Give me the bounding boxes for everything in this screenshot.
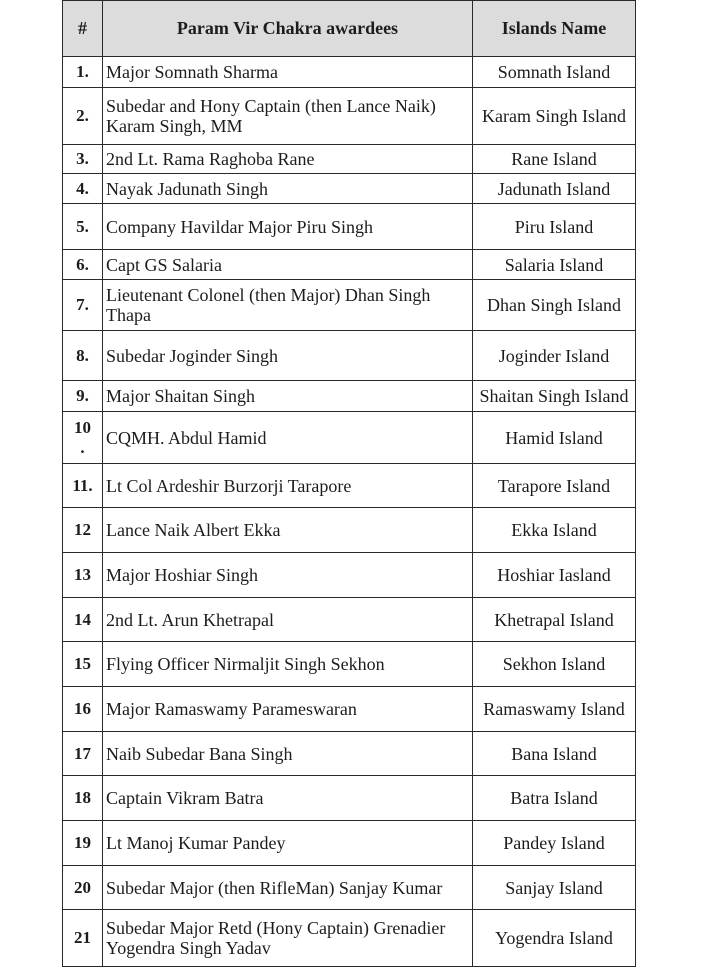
- awardee-name: Major Ramaswamy Parameswaran: [103, 687, 473, 732]
- row-number: 19: [63, 821, 103, 866]
- table-row: [63, 280, 636, 331]
- row-number: 1.: [63, 57, 103, 88]
- island-name: Khetrapal Island: [473, 598, 636, 642]
- table-row: [63, 553, 636, 598]
- awardee-name: Subedar Major (then RifleMan) Sanjay Kumar: [103, 866, 473, 910]
- row-number: 2.: [63, 88, 103, 145]
- awardee-name: Nayak Jadunath Singh: [103, 174, 473, 204]
- row-number: 7.: [63, 280, 103, 331]
- table-row: [63, 331, 636, 381]
- awardee-name: Flying Officer Nirmaljit Singh Sekhon: [103, 642, 473, 687]
- table-row: [63, 508, 636, 553]
- island-name: Bana Island: [473, 732, 636, 776]
- row-number: 5.: [63, 204, 103, 250]
- header-awardee: Param Vir Chakra awardees: [103, 1, 473, 57]
- table-row: [63, 381, 636, 412]
- awardee-name: 2nd Lt. Arun Khetrapal: [103, 598, 473, 642]
- row-number: 12: [63, 508, 103, 553]
- island-name: Piru Island: [473, 204, 636, 250]
- row-number: 4.: [63, 174, 103, 204]
- awardee-name: Captain Vikram Batra: [103, 776, 473, 821]
- awardee-name: Lieutenant Colonel (then Major) Dhan Singh Thapa: [103, 280, 473, 331]
- island-name: Hamid Island: [473, 412, 636, 464]
- island-name: Ekka Island: [473, 508, 636, 553]
- header-number: #: [63, 1, 103, 57]
- table-row: [63, 687, 636, 732]
- table-row: [63, 910, 636, 967]
- island-name: Joginder Island: [473, 331, 636, 381]
- row-number: 14: [63, 598, 103, 642]
- awardee-name: Company Havildar Major Piru Singh: [103, 204, 473, 250]
- island-name: Hoshiar Iasland: [473, 553, 636, 598]
- table-row: [63, 464, 636, 508]
- row-number: 15: [63, 642, 103, 687]
- table-row: [63, 88, 636, 145]
- awardee-name: Subedar Major Retd (Hony Captain) Grenadier Yogendra Singh Yadav: [103, 910, 473, 967]
- awardee-name: Subedar Joginder Singh: [103, 331, 473, 381]
- row-number: 10 .: [63, 412, 103, 464]
- awardee-name: CQMH. Abdul Hamid: [103, 412, 473, 464]
- table-row: [63, 732, 636, 776]
- island-name: Somnath Island: [473, 57, 636, 88]
- island-name: Sanjay Island: [473, 866, 636, 910]
- table-row: [63, 57, 636, 88]
- island-name: Sekhon Island: [473, 642, 636, 687]
- row-number: 3.: [63, 145, 103, 174]
- island-name: Tarapore Island: [473, 464, 636, 508]
- header-island: Islands Name: [473, 1, 636, 57]
- island-name: Salaria Island: [473, 250, 636, 280]
- row-number: 17: [63, 732, 103, 776]
- awardee-name: Lt Col Ardeshir Burzorji Tarapore: [103, 464, 473, 508]
- row-number: 13: [63, 553, 103, 598]
- table-row: [63, 174, 636, 204]
- island-name: Rane Island: [473, 145, 636, 174]
- row-number: 11.: [63, 464, 103, 508]
- awardee-name: Lt Manoj Kumar Pandey: [103, 821, 473, 866]
- island-name: Batra Island: [473, 776, 636, 821]
- table-body: [63, 57, 636, 967]
- awardee-name: Major Somnath Sharma: [103, 57, 473, 88]
- table-row: [63, 866, 636, 910]
- island-name: Ramaswamy Island: [473, 687, 636, 732]
- awardee-name: Major Shaitan Singh: [103, 381, 473, 412]
- row-number: 6.: [63, 250, 103, 280]
- table-header-row: [63, 1, 636, 57]
- awardee-name: Major Hoshiar Singh: [103, 553, 473, 598]
- island-name: Dhan Singh Island: [473, 280, 636, 331]
- table-row: [63, 204, 636, 250]
- row-number: 18: [63, 776, 103, 821]
- awardees-table: [62, 0, 636, 967]
- row-number: 16: [63, 687, 103, 732]
- island-name: Yogendra Island: [473, 910, 636, 967]
- island-name: Karam Singh Island: [473, 88, 636, 145]
- table-row: [63, 598, 636, 642]
- table-row: [63, 412, 636, 464]
- island-name: Pandey Island: [473, 821, 636, 866]
- table-row: [63, 145, 636, 174]
- awardee-name: Naib Subedar Bana Singh: [103, 732, 473, 776]
- awardee-name: Lance Naik Albert Ekka: [103, 508, 473, 553]
- island-name: Jadunath Island: [473, 174, 636, 204]
- table-row: [63, 776, 636, 821]
- awardee-name: Subedar and Hony Captain (then Lance Naik) Karam Singh, MM: [103, 88, 473, 145]
- table-row: [63, 250, 636, 280]
- awardee-name: 2nd Lt. Rama Raghoba Rane: [103, 145, 473, 174]
- island-name: Shaitan Singh Island: [473, 381, 636, 412]
- row-number: 8.: [63, 331, 103, 381]
- row-number: 21: [63, 910, 103, 967]
- awardee-name: Capt GS Salaria: [103, 250, 473, 280]
- row-number: 20: [63, 866, 103, 910]
- row-number: 9.: [63, 381, 103, 412]
- table-row: [63, 821, 636, 866]
- table-row: [63, 642, 636, 687]
